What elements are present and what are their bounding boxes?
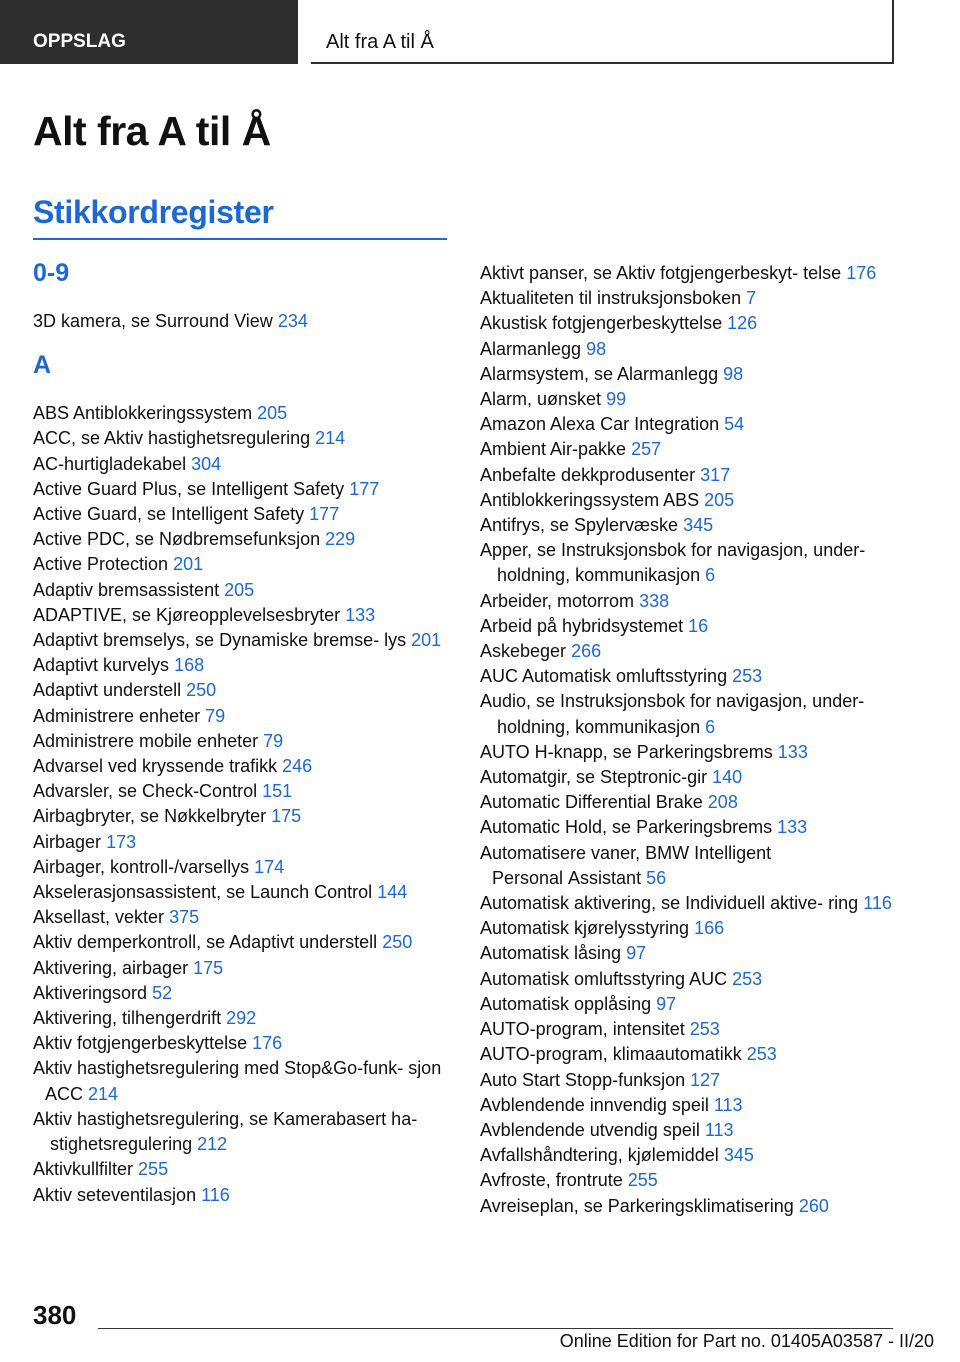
- section-divider: [33, 238, 447, 240]
- index-entry: [33, 754, 453, 779]
- index-entry: [480, 261, 900, 286]
- index-entry-page-link[interactable]: 97: [656, 993, 677, 1014]
- index-entry-text: Antiblokkeringssystem ABS: [480, 489, 700, 510]
- index-entry-text: Akustisk fotgjengerbeskyttelse: [480, 313, 723, 334]
- index-entry-page-link[interactable]: 255: [627, 1170, 658, 1191]
- index-entry: [480, 513, 900, 538]
- index-entry-text: Aktivt panser, se Aktiv fotgjengerbeskyt- telse: [480, 263, 842, 283]
- index-entry: [33, 729, 453, 754]
- index-entry-text: Automatisk låsing: [480, 943, 622, 964]
- index-entry: [33, 981, 453, 1006]
- index-entry-text: Askebeger: [480, 641, 567, 662]
- index-entry-text: Adaptivt understell: [33, 680, 182, 701]
- index-entry-page-link[interactable]: 292: [226, 1008, 257, 1029]
- index-letter-heading: A: [33, 351, 52, 380]
- index-entry-page-link[interactable]: 126: [727, 313, 758, 334]
- index-entry: [480, 992, 900, 1017]
- index-entry-page-link[interactable]: 6: [705, 716, 716, 737]
- index-entry-text: Aktiv hastighetsregulering, se Kamerabasert ha- stighetsregulering: [33, 1108, 418, 1155]
- index-entry-text: Alarmsystem, se Alarmanlegg: [480, 363, 719, 384]
- index-entry-page-link[interactable]: 201: [411, 630, 442, 651]
- index-entry-page-link[interactable]: 260: [798, 1195, 829, 1216]
- index-entry-text: Antifrys, se Spylervæske: [480, 515, 679, 536]
- index-entry-page-link[interactable]: 144: [377, 882, 408, 903]
- index-entry: [33, 1056, 453, 1106]
- index-entry-page-link[interactable]: 177: [349, 478, 380, 499]
- index-entry: [33, 426, 453, 451]
- index-entry-page-link[interactable]: 246: [282, 756, 313, 777]
- index-entry-page-link[interactable]: 338: [639, 590, 670, 611]
- index-entry-text: Alarm, uønsket: [480, 389, 602, 410]
- index-entry: [33, 452, 453, 477]
- index-entry-text: Active Guard Plus, se Intelligent Safety: [33, 478, 345, 499]
- index-entry-text: Avfroste, frontrute: [480, 1170, 623, 1191]
- index-entry-text: Aktiv seteventilasjon: [33, 1184, 197, 1205]
- index-entry-page-link[interactable]: 52: [152, 982, 173, 1003]
- index-entry-page-link[interactable]: 250: [186, 680, 217, 701]
- index-entry: [480, 740, 900, 765]
- index-entry-text: Automatisk opplåsing: [480, 993, 652, 1014]
- index-entry: [33, 704, 453, 729]
- index-entry-text: Avfallshåndtering, kjølemiddel: [480, 1145, 719, 1166]
- index-entry: [480, 463, 900, 488]
- page-number: 380: [33, 1300, 77, 1330]
- index-entry: [33, 678, 453, 703]
- index-entry-page-link[interactable]: 151: [262, 781, 293, 802]
- index-entry-page-link[interactable]: 250: [382, 932, 413, 953]
- index-entry-text: Aktiv hastighetsregulering med Stop&Go-funk- sjon ACC: [33, 1058, 442, 1104]
- index-entry-page-link[interactable]: 113: [704, 1119, 734, 1140]
- index-entry-page-link[interactable]: 345: [723, 1145, 754, 1166]
- index-entry-page-link[interactable]: 140: [712, 767, 743, 788]
- index-entry-text: Aktualiteten til instruksjonsboken: [480, 288, 742, 309]
- index-entry-page-link[interactable]: 229: [325, 529, 356, 550]
- index-entry: [33, 1183, 453, 1208]
- index-entry-text: Ambient Air-pakke: [480, 439, 627, 460]
- index-letter-heading: 0-9: [33, 259, 70, 287]
- index-entry: [480, 941, 900, 966]
- index-entry: [480, 1143, 900, 1168]
- index-entry-page-link[interactable]: 7: [746, 288, 757, 309]
- index-entry: [480, 1093, 900, 1118]
- footer-edition-text: Online Edition for Part no. 01405A03587 - II/20: [559, 1331, 934, 1351]
- index-entry-list: [33, 401, 453, 1208]
- index-entry: [33, 309, 453, 334]
- index-entry-page-link[interactable]: 116: [201, 1184, 230, 1205]
- index-entry: [33, 804, 453, 829]
- index-entry-page-link[interactable]: 6: [705, 565, 716, 586]
- index-entry: [480, 1042, 900, 1067]
- index-entry-page-link[interactable]: 255: [138, 1159, 169, 1180]
- index-entry-text: AUTO-program, klimaautomatikk: [480, 1044, 742, 1065]
- index-entry-text: Automatisk kjørelysstyring: [480, 918, 690, 939]
- index-column-left: [33, 258, 453, 1208]
- index-entry-text: ADAPTIVE, se Kjøreopplevelsesbryter: [33, 604, 341, 625]
- index-entry-page-link[interactable]: 79: [263, 730, 284, 751]
- index-entry-text: Airbager, kontroll-/varsellys: [33, 856, 250, 877]
- index-entry-text: ABS Antiblokkeringssystem: [33, 403, 253, 424]
- index-entry-text: Aktivering, airbager: [33, 957, 189, 978]
- index-entry-page-link[interactable]: 205: [704, 489, 735, 510]
- index-entry-page-link[interactable]: 205: [257, 403, 288, 424]
- index-entry-text: Automatgir, se Steptronic-gir: [480, 767, 708, 788]
- index-entry-text: Automatisere vaner, BMW Intelligent Personal Assistant: [480, 842, 772, 888]
- index-entry-page-link[interactable]: 175: [271, 806, 302, 827]
- index-entry-text: Automatisk aktivering, se Individuell aktive- ring: [480, 893, 859, 914]
- index-entry: [480, 689, 900, 739]
- index-entry-text: Automatic Differential Brake: [480, 792, 703, 813]
- index-entry: [480, 916, 900, 941]
- index-entry: [480, 1017, 900, 1042]
- index-entry-page-link[interactable]: 317: [700, 464, 731, 485]
- index-entry-page-link[interactable]: 166: [694, 918, 725, 939]
- index-entry-text: Avreiseplan, se Parkeringsklimatisering: [480, 1195, 794, 1216]
- index-entry-text: Arbeid på hybridsystemet: [480, 615, 684, 636]
- footer-divider: [98, 1328, 893, 1329]
- index-entry: [480, 841, 900, 891]
- index-entry: [33, 603, 453, 628]
- index-entry-text: AUTO-program, intensitet: [480, 1019, 685, 1040]
- index-entry-text: Aktiv demperkontroll, se Adaptivt understell: [33, 932, 378, 953]
- index-entry-page-link[interactable]: 234: [277, 311, 308, 331]
- index-entry-text: Adaptivt bremselys, se Dynamiske bremse- lys: [33, 630, 407, 651]
- index-entry: [33, 477, 453, 502]
- index-entry-page-link[interactable]: 56: [646, 867, 667, 888]
- index-entry-text: Akselerasjonsassistent, se Launch Control: [33, 882, 373, 903]
- index-entry-text: Airbager: [33, 831, 102, 852]
- chapter-tab[interactable]: Alt fra A til Å: [311, 0, 894, 64]
- index-entry-page-link[interactable]: 208: [707, 792, 738, 813]
- index-entry-text: Audio, se Instruksjonsbok for navigasjon, under- holdning, kommunikasjon: [480, 691, 865, 737]
- index-entry-text: Active PDC, se Nødbremsefunksjon: [33, 529, 321, 550]
- index-entry-page-link[interactable]: 113: [713, 1094, 743, 1115]
- index-entry-page-link[interactable]: 79: [205, 705, 226, 726]
- index-entry: [480, 815, 900, 840]
- index-entry: [480, 412, 900, 437]
- index-entry-text: Automatisk omluftsstyring AUC: [480, 968, 728, 989]
- index-entry: [33, 779, 453, 804]
- index-entry-page-link[interactable]: 253: [732, 968, 763, 989]
- index-entry: [480, 362, 900, 387]
- index-entry: [33, 653, 453, 678]
- index-entry: [480, 589, 900, 614]
- index-entry-page-link[interactable]: 253: [689, 1019, 720, 1040]
- index-entry: [33, 1031, 453, 1056]
- index-entry: [33, 552, 453, 577]
- index-entry-text: Aktiveringsord: [33, 982, 148, 1003]
- index-entry: [33, 855, 453, 880]
- index-entry: [480, 1068, 900, 1093]
- index-entry-page-link[interactable]: 304: [191, 453, 222, 474]
- index-entry-page-link[interactable]: 133: [777, 817, 808, 838]
- index-entry-page-link[interactable]: 201: [173, 554, 204, 575]
- index-entry-page-link[interactable]: 375: [169, 907, 200, 928]
- index-entry: [480, 387, 900, 412]
- index-entry: [33, 401, 453, 426]
- index-entry-text: AUTO H-knapp, se Parkeringsbrems: [480, 741, 773, 762]
- index-entry: [33, 628, 453, 653]
- index-entry-text: Avblendende utvendig speil: [480, 1119, 700, 1140]
- index-entry-list: [480, 261, 900, 1219]
- index-entry-page-link[interactable]: 16: [688, 615, 709, 636]
- index-entry: [480, 967, 900, 992]
- index-entry-page-link[interactable]: 205: [224, 579, 255, 600]
- index-entry: [33, 1006, 453, 1031]
- index-entry: [33, 830, 453, 855]
- index-entry: [480, 765, 900, 790]
- index-entry: [480, 286, 900, 311]
- index-entry-page-link[interactable]: 214: [315, 428, 346, 449]
- index-entry-page-link[interactable]: 176: [252, 1033, 283, 1054]
- index-entry-text: Alarmanlegg: [480, 338, 582, 359]
- index-entry-page-link[interactable]: 177: [309, 504, 340, 525]
- index-entry-text: Active Guard, se Intelligent Safety: [33, 504, 305, 525]
- index-entry: [480, 1168, 900, 1193]
- index-entry-page-link[interactable]: 98: [723, 363, 744, 384]
- index-entry-page-link[interactable]: 253: [732, 666, 763, 687]
- index-entry-page-link[interactable]: 97: [626, 943, 647, 964]
- index-entry: [33, 527, 453, 552]
- index-entry-text: 3D kamera, se Surround View: [33, 311, 273, 331]
- index-entry-text: Arbeider, motorrom: [480, 590, 635, 611]
- index-entry-text: Aksellast, vekter: [33, 907, 165, 928]
- index-entry-page-link[interactable]: 99: [606, 389, 627, 410]
- index-entry-text: Advarsel ved kryssende trafikk: [33, 756, 278, 777]
- index-entry: [480, 337, 900, 362]
- index-entry: [480, 1194, 900, 1219]
- index-entry-page-link[interactable]: 168: [174, 655, 205, 676]
- index-entry-page-link[interactable]: 133: [345, 604, 376, 625]
- section-tab[interactable]: OPPSLAG: [0, 0, 298, 64]
- index-entry-page-link[interactable]: 175: [193, 957, 224, 978]
- index-entry-page-link[interactable]: 253: [746, 1044, 777, 1065]
- index-entry: [480, 614, 900, 639]
- index-entry-text: Active Protection: [33, 554, 169, 575]
- index-entry-page-link[interactable]: 54: [724, 414, 745, 435]
- index-entry: [33, 1107, 453, 1157]
- index-entry: [480, 1118, 900, 1143]
- index-entry-text: Amazon Alexa Car Integration: [480, 414, 720, 435]
- index-entry-text: ACC, se Aktiv hastighetsregulering: [33, 428, 311, 449]
- page-title: Alt fra A til Å: [33, 108, 271, 154]
- index-entry-page-link[interactable]: 133: [777, 741, 808, 762]
- index-entry-page-link[interactable]: 173: [106, 831, 137, 852]
- index-entry: [480, 488, 900, 513]
- index-entry-text: Avblendende innvendig speil: [480, 1094, 709, 1115]
- index-entry-text: Advarsler, se Check-Control: [33, 781, 258, 802]
- index-entry-text: Aktivering, tilhengerdrift: [33, 1008, 222, 1029]
- index-entry: [33, 905, 453, 930]
- index-entry-page-link[interactable]: 98: [586, 338, 607, 359]
- index-entry-page-link[interactable]: 345: [683, 515, 714, 536]
- index-entry-text: Administrere mobile enheter: [33, 730, 259, 751]
- index-entry-text: AC-hurtigladekabel: [33, 453, 187, 474]
- index-entry: [33, 880, 453, 905]
- index-entry-page-link[interactable]: 176: [846, 263, 877, 283]
- index-entry: [480, 538, 900, 588]
- index-entry: [480, 790, 900, 815]
- index-entry: [33, 578, 453, 603]
- index-entry-text: Airbagbryter, se Nøkkelbryter: [33, 806, 267, 827]
- index-entry-page-link[interactable]: 214: [88, 1083, 119, 1104]
- index-entry-page-link[interactable]: 257: [631, 439, 662, 460]
- index-entry-text: Automatic Hold, se Parkeringsbrems: [480, 817, 773, 838]
- index-entry-page-link[interactable]: 212: [197, 1134, 228, 1155]
- index-entry: [480, 437, 900, 462]
- index-entry: [33, 956, 453, 981]
- section-title: Stikkordregister: [33, 194, 274, 230]
- index-entry-text: Aktivkullfilter: [33, 1159, 134, 1180]
- index-entry: [480, 639, 900, 664]
- index-entry: [33, 1157, 453, 1182]
- index-entry-list: [33, 309, 453, 334]
- index-entry-page-link[interactable]: 127: [690, 1069, 721, 1090]
- index-entry-page-link[interactable]: 174: [254, 856, 285, 877]
- index-entry-text: Adaptiv bremsassistent: [33, 579, 220, 600]
- index-entry-page-link[interactable]: 266: [571, 641, 602, 662]
- index-entry: [480, 891, 900, 916]
- index-entry: [480, 664, 900, 689]
- index-entry-text: Auto Start Stopp-funksjon: [480, 1069, 686, 1090]
- index-entry-page-link[interactable]: 116: [863, 893, 892, 914]
- index-entry-text: Anbefalte dekkprodusenter: [480, 464, 696, 485]
- index-column-right: [480, 261, 900, 1219]
- index-entry-text: AUC Automatisk omluftsstyring: [480, 666, 728, 687]
- index-entry-text: Administrere enheter: [33, 705, 201, 726]
- index-entry-text: Aktiv fotgjengerbeskyttelse: [33, 1033, 248, 1054]
- index-entry: [33, 502, 453, 527]
- index-entry: [33, 930, 453, 955]
- index-entry-text: Apper, se Instruksjonsbok for navigasjon, under- holdning, kommunikasjon: [480, 540, 866, 586]
- index-entry: [480, 311, 900, 336]
- index-entry-text: Adaptivt kurvelys: [33, 655, 170, 676]
